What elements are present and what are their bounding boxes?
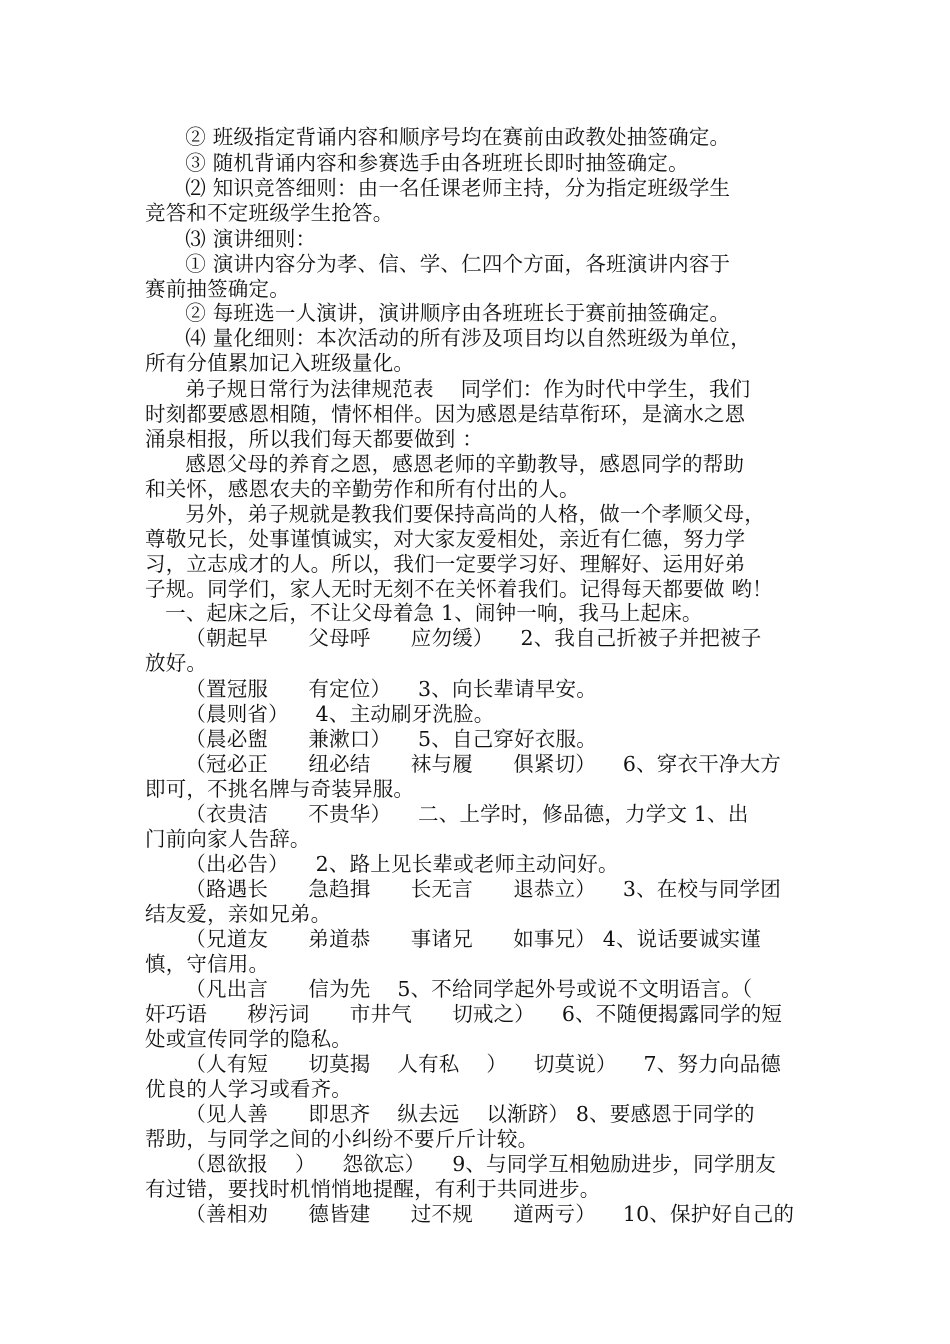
text-line: （晨必盥 兼漱口） 5、自己穿好衣服。 <box>145 727 597 751</box>
text-line: 赛前抽签确定。 <box>145 277 290 301</box>
text-line: 优良的人学习或看齐。 <box>145 1077 352 1101</box>
text-line: 结友爱，亲如兄弟。 <box>145 902 332 926</box>
text-line: （置冠服 有定位） 3、向长辈请早安。 <box>145 677 597 701</box>
text-line: 感恩父母的养育之恩，感恩老师的辛勤教导，感恩同学的帮助 <box>145 452 745 476</box>
text-line: 尊敬兄长，处事谨慎诚实，对大家友爱相处，亲近有仁德，努力学 <box>145 527 746 551</box>
text-line: （衣贵洁 不贵华） 二、上学时，修品德，力学文 1、出 <box>145 802 749 826</box>
text-line: 奸巧语 秽污词 市井气 切戒之） 6、不随便揭露同学的短 <box>145 1002 783 1026</box>
text-line: 习，立志成才的人。所以，我们一定要学习好、理解好、运用好弟 <box>145 552 746 576</box>
text-line: 处或宣传同学的隐私。 <box>145 1027 352 1051</box>
text-line: （出必告） 2、路上见长辈或老师主动问好。 <box>145 852 619 876</box>
text-line: （晨则省） 4、主动刷牙洗脸。 <box>145 702 495 726</box>
text-line: （人有短 切莫揭 人有私 ） 切莫说） 7、努力向品德 <box>145 1052 781 1076</box>
text-line: （冠必正 纽必结 袜与履 俱紧切） 6、穿衣干净大方 <box>145 752 781 776</box>
text-line: 子规。同学们，家人无时无刻不在关怀着我们。记得每天都要做 哟！ <box>145 577 773 601</box>
text-line: ⑵ 知识竞答细则：由一名任课老师主持，分为指定班级学生 <box>145 176 731 200</box>
text-line: 涌泉相报，所以我们每天都要做到 ： <box>145 427 483 451</box>
text-line: ② 班级指定背诵内容和顺序号均在赛前由政教处抽签确定。 <box>145 125 731 149</box>
text-line: 弟子规日常行为法律规范表 同学们：作为时代中学生，我们 <box>145 377 751 401</box>
text-line: ⑷ 量化细则：本次活动的所有涉及项目均以自然班级为单位， <box>145 326 751 350</box>
text-line: （恩欲报 ） 怨欲忘） 9、与同学互相勉励进步，同学朋友 <box>145 1152 776 1176</box>
text-line: 即可，不挑名牌与奇装异服。 <box>145 777 415 801</box>
text-line: 帮助，与同学之间的小纠纷不要斤斤计较。 <box>145 1127 539 1151</box>
text-line: ② 每班选一人演讲，演讲顺序由各班班长于赛前抽签确定。 <box>145 301 731 325</box>
text-line: ③ 随机背诵内容和参赛选手由各班班长即时抽签确定。 <box>145 151 689 175</box>
text-line: （见人善 即思齐 纵去远 以渐跻） 8、要感恩于同学的 <box>145 1102 755 1126</box>
text-line: 竞答和不定班级学生抢答。 <box>145 201 394 225</box>
text-line: 门前向家人告辞。 <box>145 827 311 851</box>
text-line: （凡出言 信为先 5、不给同学起外号或说不文明语言。（ <box>145 977 753 1001</box>
text-line: 有过错，要找时机悄悄地提醒，有利于共同进步。 <box>145 1177 601 1201</box>
text-line: ⑶ 演讲细则： <box>145 227 317 251</box>
text-line: 慎，守信用。 <box>145 952 270 976</box>
text-line: 时刻都要感恩相随，情怀相伴。因为感恩是结草衔环，是滴水之恩 <box>145 402 746 426</box>
text-line: 所有分值累加记入班级量化。 <box>145 351 415 375</box>
text-line: （善相劝 德皆建 过不规 道两亏） 10、保护好自己的 <box>145 1202 795 1226</box>
text-line: 一、起床之后，不让父母着急 1、闹钟一响，我马上起床。 <box>145 601 703 625</box>
text-line: ① 演讲内容分为孝、信、学、仁四个方面，各班演讲内容于 <box>145 252 731 276</box>
text-line: 和关怀，感恩农夫的辛勤劳作和所有付出的人。 <box>145 477 580 501</box>
text-line: （朝起早 父母呼 应勿缓） 2、我自己折被子并把被子 <box>145 626 762 650</box>
text-line: （兄道友 弟道恭 事诸兄 如事兄） 4、说话要诚实谨 <box>145 927 761 951</box>
text-line: （路遇长 急趋揖 长无言 退恭立） 3、在校与同学团 <box>145 877 781 901</box>
text-line: 放好。 <box>145 651 208 675</box>
text-line: 另外，弟子规就是教我们要保持高尚的人格，做一个孝顺父母， <box>145 502 765 526</box>
